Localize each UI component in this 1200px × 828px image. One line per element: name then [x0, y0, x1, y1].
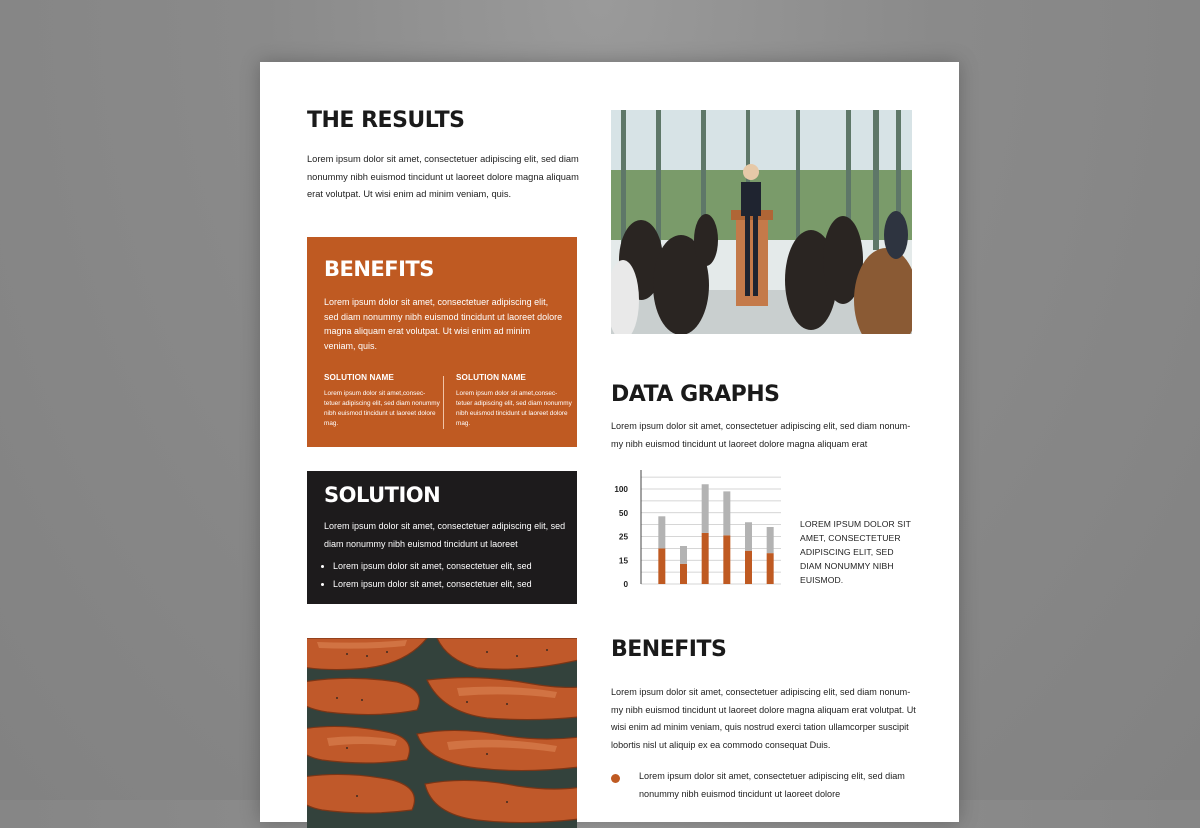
bar-segment-secondary: [745, 522, 752, 551]
data-graphs-title: DATA GRAPHS: [611, 382, 780, 407]
solution-box-text: Lorem ipsum dolor sit amet, consectetuer adipiscing elit, sed diam nonummy nibh euismod tincidunt ut laoreet: [324, 521, 566, 549]
document-page: [260, 62, 959, 822]
results-title: THE RESULTS: [307, 108, 465, 133]
benefits-section-title: BENEFITS: [611, 637, 727, 662]
solution-desc-2: Lorem ipsum dolor sit amet,consec- tetuer adipiscing elit, sed diam nonummy nibh euismod tincidunt ut laoreet dolore mag.: [456, 390, 572, 427]
data-graphs-text: Lorem ipsum dolor sit amet, consectetuer adipiscing elit, sed diam nonum- my nibh euismod tincidunt ut laoreet dolore magna aliquam erat: [611, 421, 911, 449]
bar-chart: [611, 466, 786, 590]
bullet-dot-icon: [611, 774, 620, 783]
solution-desc-1: Lorem ipsum dolor sit amet,consec- tetuer adipiscing elit, sed diam nonummy nibh euismod tincidunt ut laoreet dolore mag.: [324, 390, 440, 427]
solution-bullet: • Lorem ipsum dolor sit amet, consectetuer elit, sed: [333, 575, 532, 593]
bar-segment-primary: [680, 564, 687, 584]
y-tick-label: 100: [614, 485, 628, 494]
solution-bullet-list: [324, 557, 532, 593]
benefits-section-text: Lorem ipsum dolor sit amet, consectetuer adipiscing elit, sed diam nonum- my nibh euismod tincidunt ut laoreet dolore magna aliquam erat volutpat. Ut wisi enim ad minim veniam, quis nostrud exerci tation ullamcorper suscipit lobortis nisl ut aliquip ex ea commodo consequat Duis.: [611, 687, 916, 750]
results-text: Lorem ipsum dolor sit amet, consectetuer adipiscing elit, sed diam nonummy nibh euismod tincidunt ut laoreet dolore magna aliquam erat volutpat. Ut wisi enim ad minim veniam, quis.: [307, 154, 579, 200]
presentation-photo: [611, 110, 912, 334]
solution-divider: [443, 376, 444, 429]
speaker-audience-illustration: [611, 110, 912, 334]
bar-segment-primary: [745, 551, 752, 584]
bar-segment-primary: [658, 548, 665, 584]
benefits-bullet-text: Lorem ipsum dolor sit amet, consectetuer adipiscing elit, sed diam nonummy nibh euismod tincidunt ut laoreet dolore: [639, 771, 905, 799]
bar-segment-secondary: [658, 516, 665, 548]
solution-box: [307, 471, 577, 604]
solution-bullet: • Lorem ipsum dolor sit amet, consectetuer elit, sed: [333, 557, 532, 575]
bar-segment-primary: [723, 535, 730, 584]
y-tick-label: 0: [623, 580, 628, 589]
solution-column-1: [324, 373, 442, 429]
solution-name-2: SOLUTION NAME: [456, 373, 526, 382]
bar-segment-secondary: [702, 484, 709, 533]
solution-name-1: SOLUTION NAME: [324, 373, 394, 382]
benefits-box-text: Lorem ipsum dolor sit amet, consectetuer adipiscing elit, sed diam nonummy nibh euismod tincidunt ut laoreet dolore magna aliquam erat volutpat. Ut wisi enim ad minim veniam, quis.: [324, 297, 563, 351]
bar-segment-primary: [702, 533, 709, 584]
benefits-box-title: BENEFITS: [324, 257, 434, 281]
y-tick-label: 15: [618, 556, 628, 566]
y-tick-label: 50: [618, 508, 628, 518]
bar-segment-secondary: [680, 546, 687, 564]
y-tick-label: 25: [618, 532, 628, 542]
solution-box-title: SOLUTION: [324, 483, 441, 507]
solution-column-2: [456, 373, 574, 429]
chart-note: LOREM IPSUM DOLOR SIT AMET, CONSECTETUER ADIPISCING ELIT, SED DIAM NONUMMY NIBH EUISMOD.: [800, 519, 911, 585]
bar-segment-secondary: [767, 527, 774, 553]
bar-segment-secondary: [723, 491, 730, 535]
bar-segment-primary: [767, 553, 774, 584]
benefits-box: [307, 237, 577, 447]
